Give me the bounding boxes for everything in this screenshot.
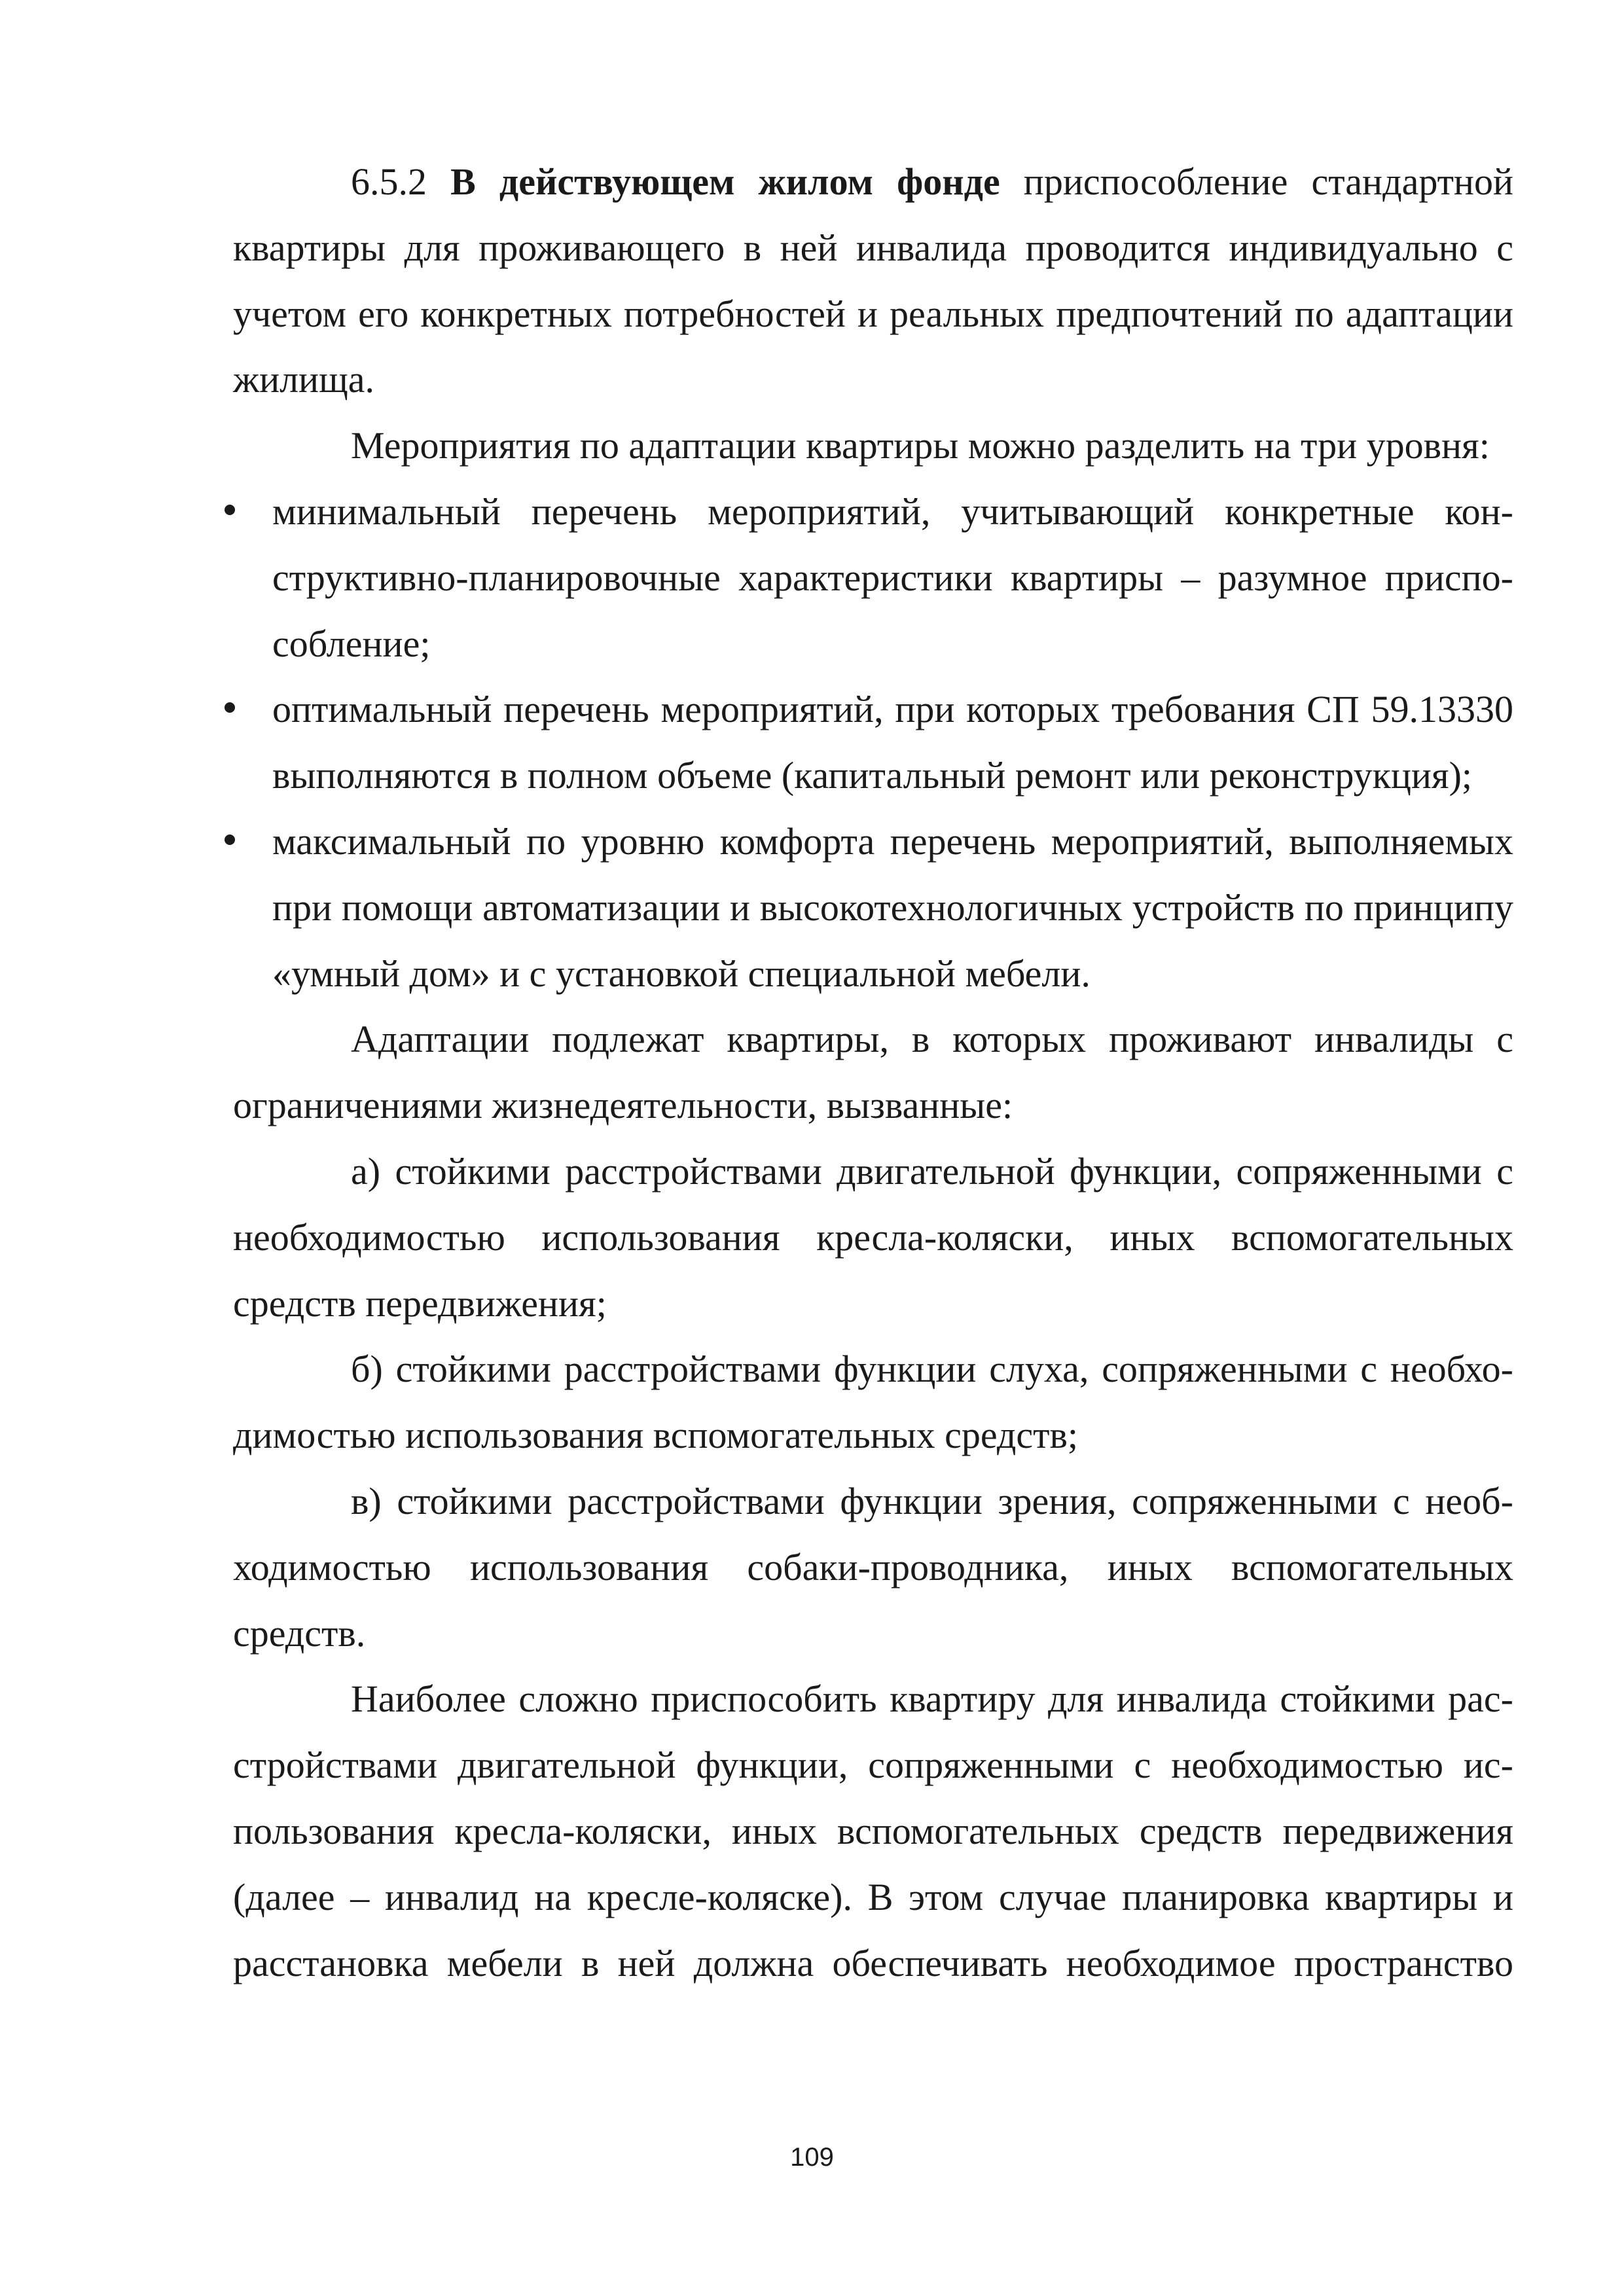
paragraph-item-a: а) стойкими расстройствами двигательной функции, сопряженными с необходимостью использования кресла-коляски, иных вспомогательных средств передвижения; (233, 1149, 1513, 1325)
page-number: 109 (790, 2143, 834, 2172)
list-item-optimal: оптимальный перечень мероприятий, при которых требования СП 59.13330 выполняются в полном объеме (капитальный ремонт или реконструкция); (233, 677, 1513, 809)
section-number: 6.5.2 (351, 160, 427, 203)
adaptation-levels-list (233, 479, 1513, 1007)
paragraph-eligible-apartments: Адаптации подлежат квартиры, в которых проживают инвалиды с ограничениями жизнедеятельности, вызванные: (233, 1018, 1513, 1127)
section-title: В действующем жилом фонде (450, 160, 1000, 203)
list-item-minimal: минимальный перечень мероприятий, учитывающий конкретные конструктивно-планировочные характеристики квартиры – разумное приспособление; (233, 479, 1513, 677)
paragraph-item-b: б) стойкими расстройствами функции слуха, сопряженными с необходимостью использования вспомогательных средств; (233, 1348, 1513, 1457)
page-body (233, 149, 1513, 1996)
paragraph-text: приспособление стандартной квартиры для проживающего в ней инвалида проводится индивидуально с учетом его конкретных потребностей и реальных предпочтений по адаптации жилища. (233, 160, 1513, 401)
list-item-maximal: максимальный по уровню комфорта перечень мероприятий, выполняемых при помощи автоматизации и высокотехнологичных устройств по принципу «умный дом» и с установкой специальной мебели. (233, 809, 1513, 1007)
paragraph-levels-intro: Мероприятия по адаптации квартиры можно разделить на три уровня: (351, 424, 1490, 467)
paragraph-section-intro (233, 149, 1513, 413)
paragraph-item-c: в) стойкими расстройствами функции зрения, сопряженными с необходимостью использования собаки-проводника, иных вспомогательных средств. (233, 1479, 1513, 1655)
paragraph-wheelchair: Наиболее сложно приспособить квартиру для инвалида стойкими расстройствами двигательной функции, сопряженными с необходимостью использования кресла-коляски, иных вспомогательных средств передвижения (далее – инвалид на кресле-коляске). В этом случае планировка квартиры и расстановка мебели в ней должна обеспечивать необходимое пространство (233, 1677, 1513, 1984)
